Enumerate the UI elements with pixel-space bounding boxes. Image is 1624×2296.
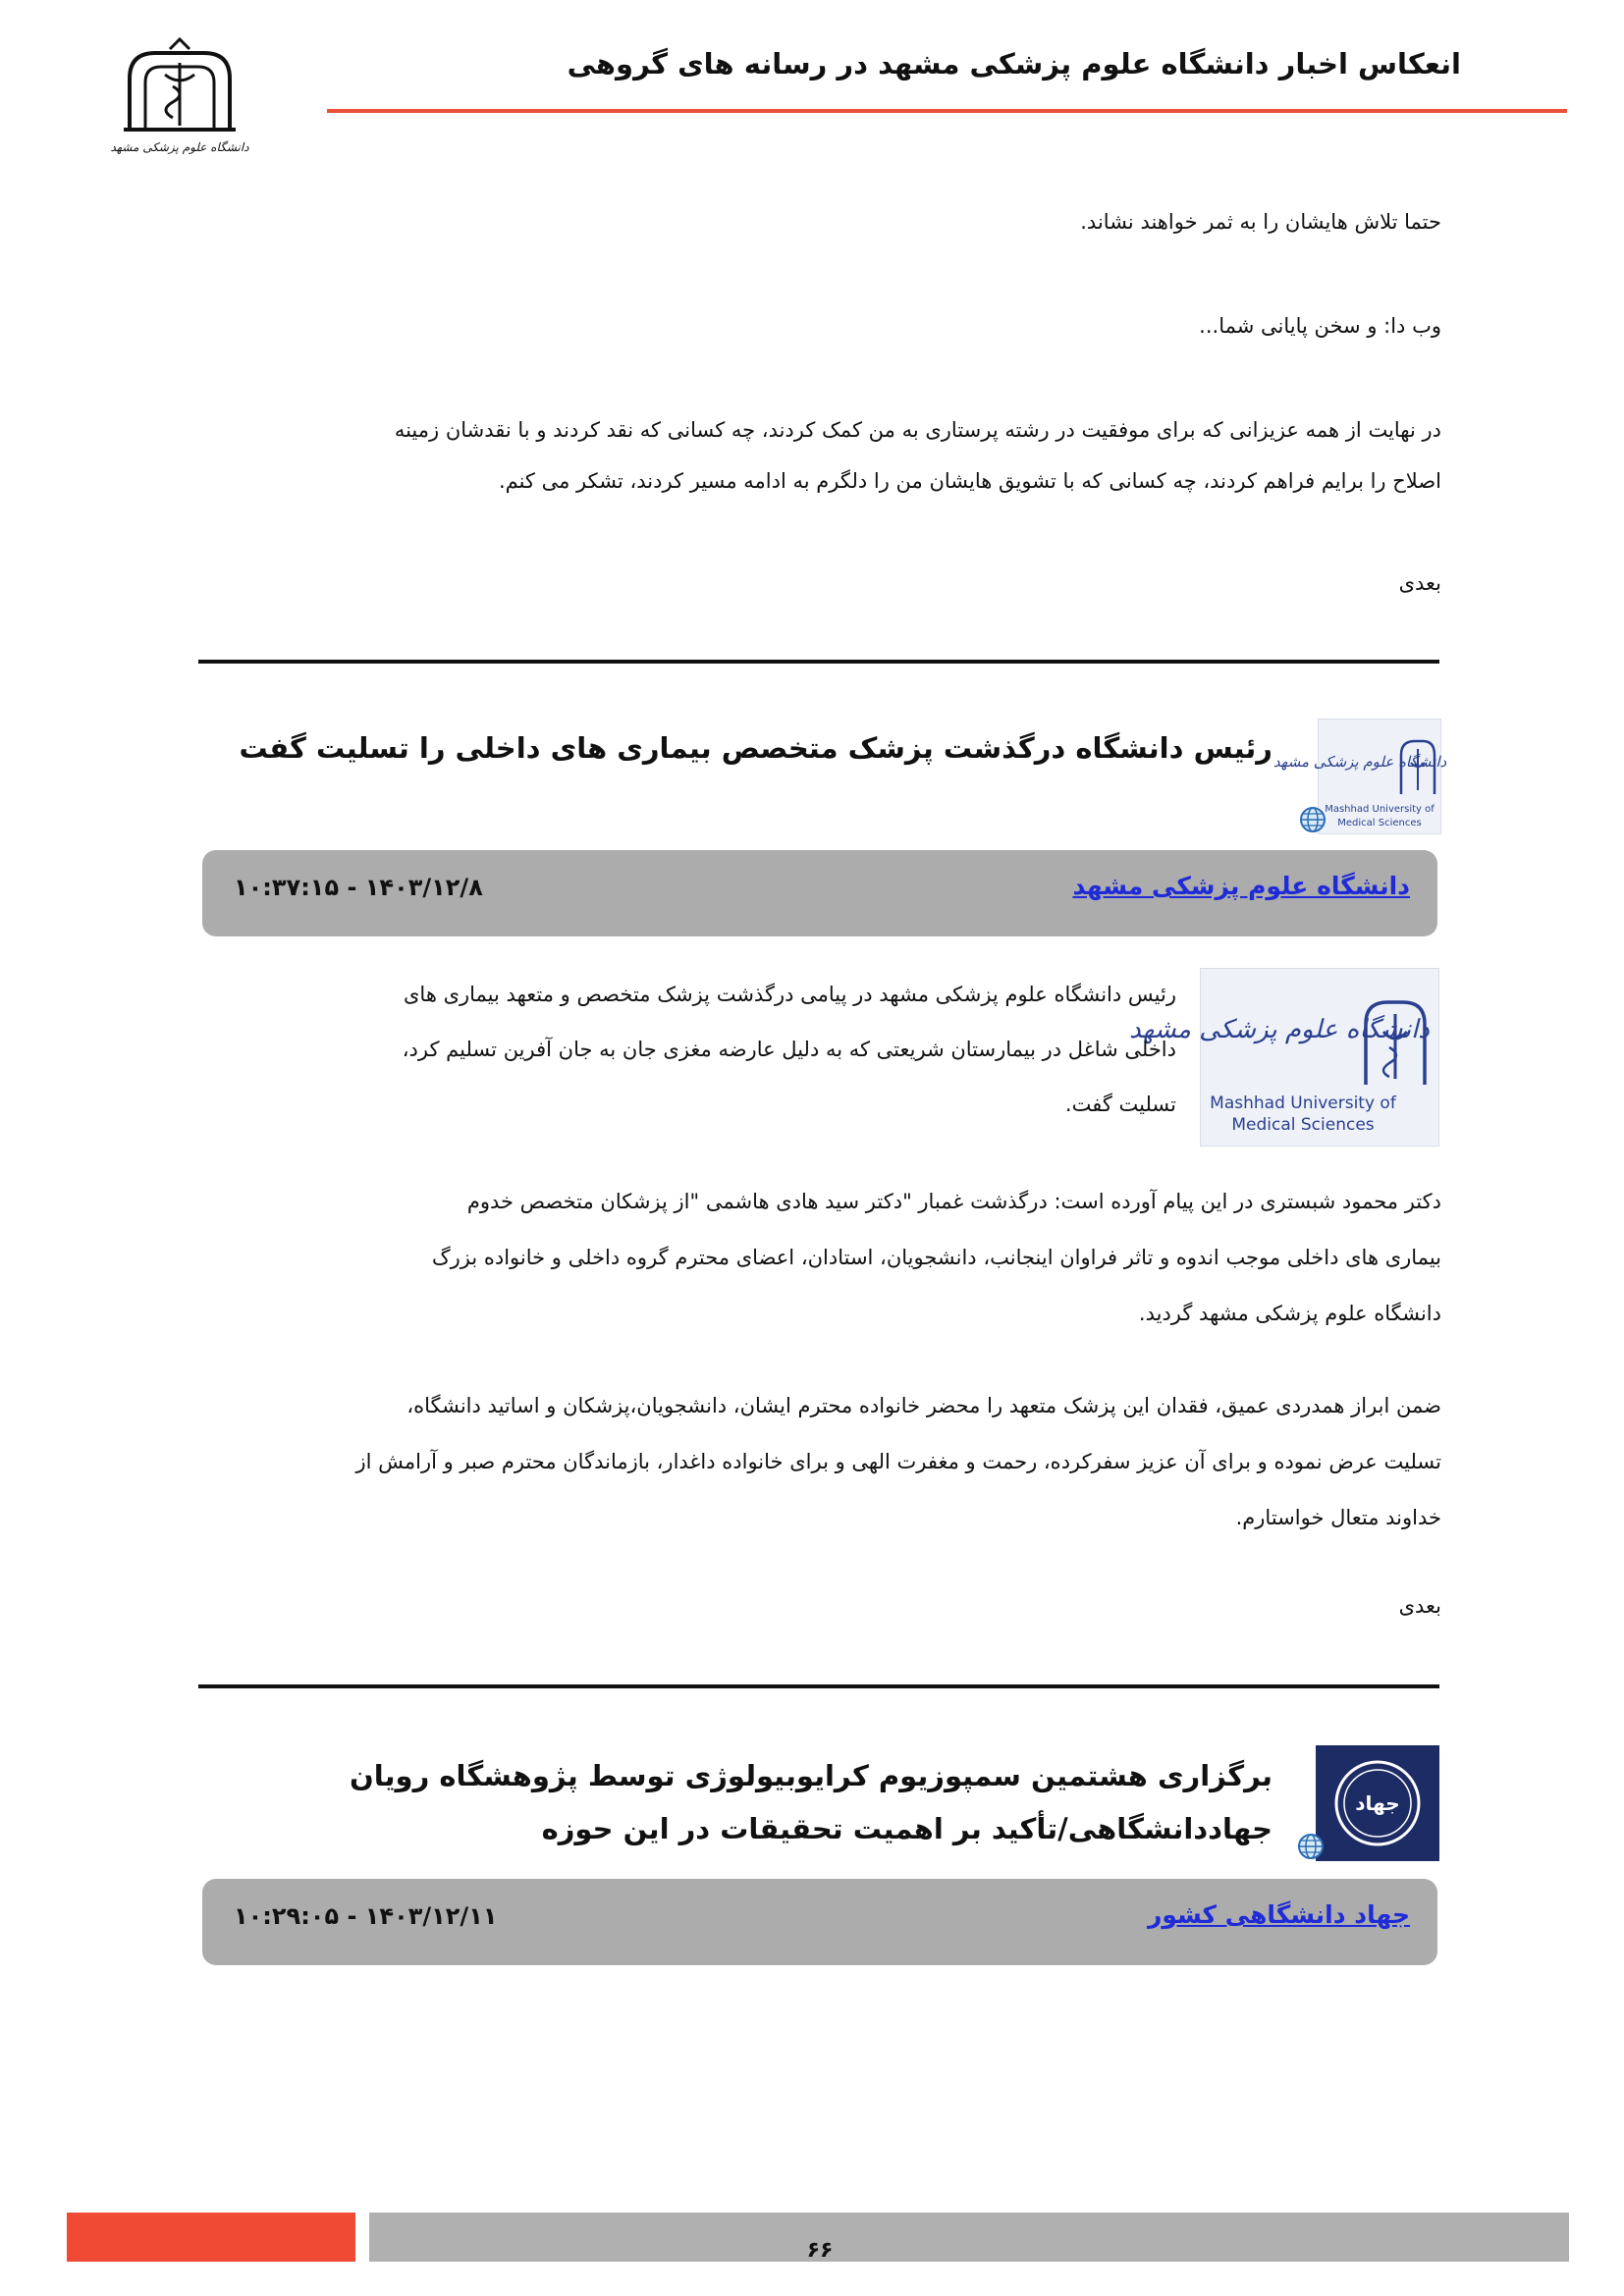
thumb-caption: Medical Sciences [1337,818,1422,828]
news-date: ۱۴۰۳/۱۲/۸ - ۱۰:۳۷:۱۵ [234,874,483,901]
news-meta-bar-1 [202,850,1437,936]
document-header-title: انعکاس اخبار دانشگاه علوم پزشکی مشهد در رسانه های گروهی [567,47,1461,80]
news-thumbnail-2[interactable] [1316,1745,1439,1861]
news-source-link[interactable]: دانشگاه علوم پزشکی مشهد [1072,872,1410,900]
page-number: ۶۶ [806,2238,834,2263]
news-lead-1 [194,967,1176,1132]
header-divider [327,109,1567,113]
title-line: جهاددانشگاهی/تأکید بر اهمیت تحقیقات در این حوزه [541,1812,1272,1845]
paragraph-line: در نهایت از همه عزیزانی که برای موفقیت در رشته پرستاری به من کمک کردند، چه کسانی که نقد کردند و با نقدشان زمینه [394,418,1441,442]
footer-accent-bar [67,2213,355,2262]
intro-paragraph-1: حتما تلاش هایشان را به ثمر خواهند نشاند. [1080,210,1441,234]
thumb-logo-text: دانشگاه علوم پزشکی مشهد [1272,753,1447,771]
paragraph-line: ضمن ابراز همدردی عمیق، فقدان این پزشک متعهد را محضر خانواده محترم ایشان، دانشجویان،پزشکان و اساتید دانشگاه، [406,1394,1441,1417]
paragraph-line: بیماری های داخلی موجب اندوه و تاثر فراوان اینجانب، دانشجویان، استادان، اعضای محترم گروه داخلی و خانواده بزرگ [431,1246,1441,1269]
intro-paragraph-3 [194,404,1441,507]
paragraph-line: دانشگاه علوم پزشکی مشهد گردید. [1138,1302,1441,1325]
paragraph-line: تسلیت عرض نموده و برای آن عزیز سفرکرده، رحمت و مغفرت الهی و برای خانواده داغدار، بازماندگان محترم صبر و آرامش از [355,1450,1441,1473]
paragraph-line: رئیس دانشگاه علوم پزشکی مشهد در پیامی درگذشت پزشک متخصص و متعهد بیماری های [403,983,1176,1006]
news-source-link[interactable]: جهاد دانشگاهی کشور [1148,1900,1410,1929]
footer-bar [369,2213,1569,2262]
section-divider [198,660,1439,664]
section-divider [198,1684,1439,1688]
mums-logo-icon [1272,720,1447,833]
paragraph-line: اصلاح را برایم فراهم کردند، چه کسانی که با تشویق هایشان من را دلگرم به ادامه مسیر کردند، تشکر می کنم. [498,469,1441,493]
news-meta-bar-2 [202,1879,1437,1965]
image-logo-text: دانشگاه علوم پزشکی مشهد [1129,1015,1430,1044]
jahad-logo-text: جهاد [1355,1791,1400,1815]
university-logo [110,35,249,163]
next-link[interactable]: بعدی [1398,571,1441,595]
news-thumbnail-1[interactable] [1272,719,1447,834]
paragraph-line: دکتر محمود شبستری در این پیام آورده است: درگذشت غمبار "دکتر سید هادی هاشمی "از پزشکان متخصص خدوم [466,1190,1441,1213]
news-title-2[interactable] [192,1749,1272,1855]
image-caption: Mashhad University of [1210,1094,1396,1113]
thumb-caption: Mashhad University of [1325,804,1435,815]
mums-logo-icon [1129,969,1438,1146]
paragraph-line: داخلی شاغل در بیمارستان شریعتی که به دلیل عارضه مغزی جان به جان آفرین تسلیم کرد، [402,1038,1176,1061]
news-image-1 [1129,968,1439,1147]
image-caption: Medical Sciences [1231,1115,1375,1135]
news-body-paragraph-2 [194,1378,1441,1546]
paragraph-line: تسلیت گفت. [1064,1093,1176,1116]
news-date: ۱۴۰۳/۱۲/۱۱ - ۱۰:۲۹:۰۵ [234,1902,498,1930]
title-line: برگزاری هشتمین سمپوزیوم کرایوبیولوژی توسط پژوهشگاه رویان [350,1759,1272,1792]
next-link[interactable]: بعدی [1398,1594,1441,1618]
jahad-logo-icon [1316,1745,1439,1861]
globe-icon[interactable] [1296,1832,1326,1861]
paragraph-line: خداوند متعال خواستارم. [1235,1506,1441,1529]
intro-paragraph-2: وب دا: و سخن پایانی شما... [1199,314,1441,338]
news-body-paragraph-1 [194,1174,1441,1342]
news-title-1[interactable]: رئیس دانشگاه درگذشت پزشک متخصص بیماری های داخلی را تسلیت گفت [239,731,1272,765]
logo-caption: دانشگاه علوم پزشکی مشهد [110,140,249,154]
globe-icon[interactable] [1298,805,1327,834]
